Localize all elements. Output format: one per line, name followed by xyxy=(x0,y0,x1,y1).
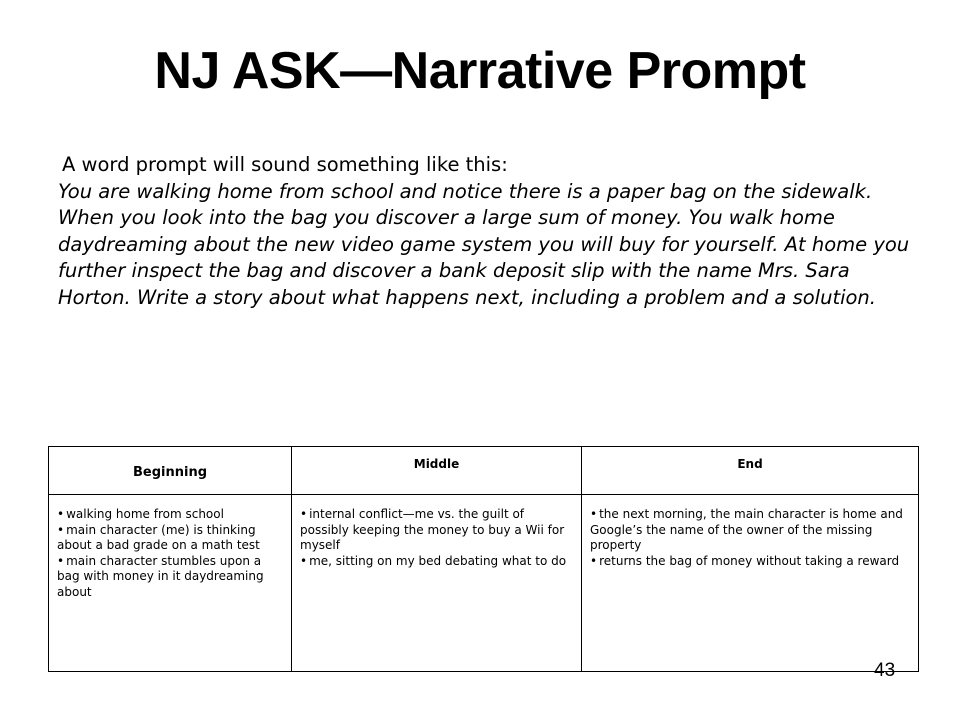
prompt-body: You are walking home from school and notice there is a paper bag on the sidewalk. When you look into the bag you discover a large sum of money. You walk home daydreaming about the new video game system you will buy for yourself. At home you further inspect the bag and discover a bank deposit slip with the name Mrs. Sara Horton. Write a story about what happens next, including a problem and a solution. xyxy=(58,179,910,309)
list-item: • walking home from school xyxy=(57,507,285,523)
table-header-row xyxy=(49,447,919,495)
slide-title: NJ ASK—Narrative Prompt xyxy=(154,42,806,100)
story-organizer-table xyxy=(48,446,919,672)
cell-end xyxy=(582,495,919,672)
prompt-intro: A word prompt will sound something like this: xyxy=(62,153,508,176)
end-list xyxy=(590,507,912,569)
middle-list xyxy=(300,507,575,569)
header-end: End xyxy=(582,447,919,495)
list-item: • main character stumbles upon a bag with money in it daydreaming about xyxy=(57,554,285,601)
prompt-text-block xyxy=(58,152,918,311)
list-item: • the next morning, the main character is home and Google’s the name of the owner of the missing property xyxy=(590,507,912,554)
page-number: 43 xyxy=(874,660,896,681)
list-item: • returns the bag of money without taking a reward xyxy=(590,554,912,570)
table-row xyxy=(49,495,919,672)
cell-middle xyxy=(292,495,582,672)
beginning-list xyxy=(57,507,285,600)
cell-beginning xyxy=(49,495,292,672)
list-item: • me, sitting on my bed debating what to do xyxy=(300,554,575,570)
list-item: • internal conflict—me vs. the guilt of possibly keeping the money to buy a Wii for myself xyxy=(300,507,575,554)
header-beginning: Beginning xyxy=(49,447,292,495)
header-middle: Middle xyxy=(292,447,582,495)
list-item: • main character (me) is thinking about a bad grade on a math test xyxy=(57,523,285,554)
